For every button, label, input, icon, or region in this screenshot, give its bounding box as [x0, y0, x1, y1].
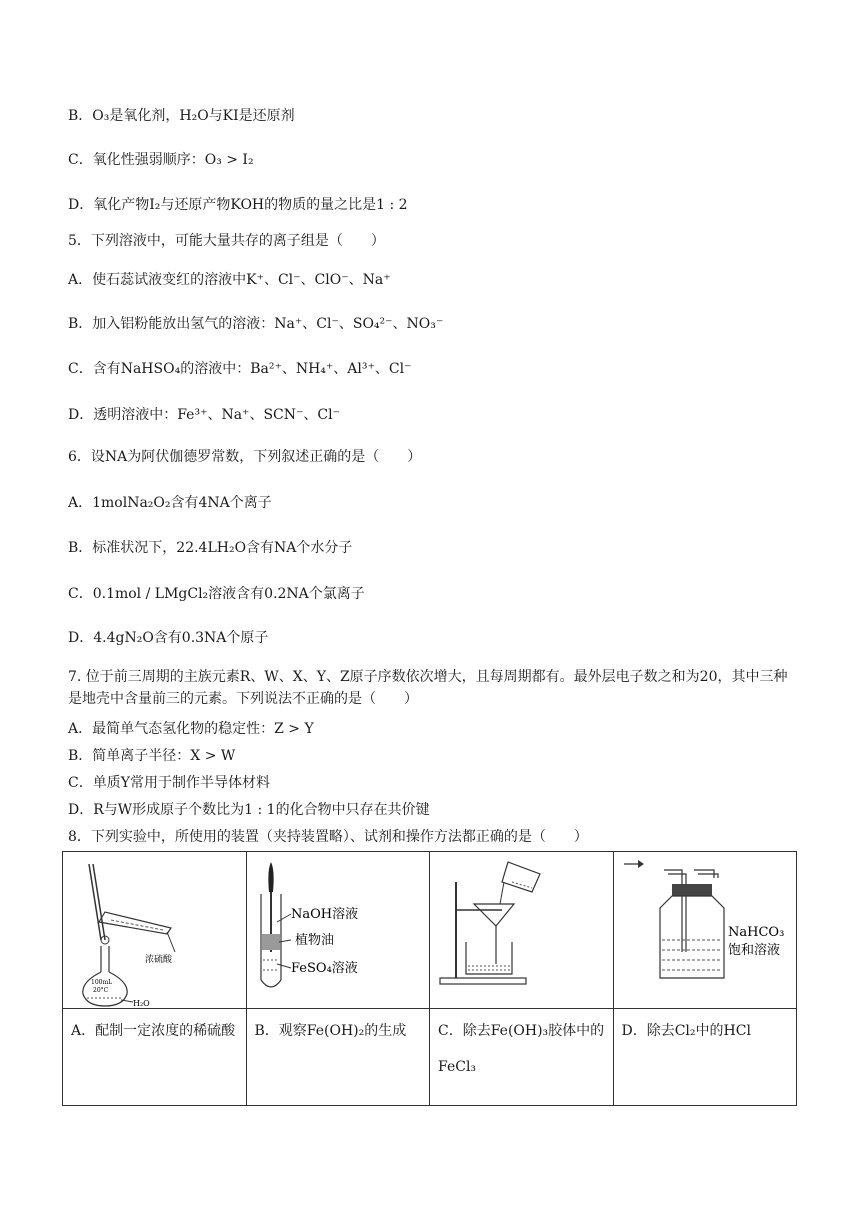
oil-label: 植物油 [294, 933, 334, 948]
flask-volume-label: 100mL [91, 979, 113, 986]
conc-acid-label: 浓硫酸 [145, 955, 173, 965]
q7-option-a: A．最简单气态氢化物的稳定性：Z > Y [68, 721, 314, 737]
q7-option-d: D．R与W形成原子个数比为1 : 1的化合物中只存在共价键 [68, 802, 430, 818]
q6-stem: 6．设NA为阿伏伽德罗常数，下列叙述正确的是（ ） [68, 449, 422, 465]
caption-d: D．除去Cl₂中的HCl [613, 1009, 797, 1106]
q5-option-c: C．含有NaHSO₄的溶液中：Ba²⁺、NH₄⁺、Al³⁺、Cl⁻ [68, 361, 412, 377]
figure-cell-a [63, 852, 247, 1009]
naoh-label: NaOH溶液 [290, 907, 358, 922]
filtration-figure [430, 852, 613, 1008]
q6-option-c: C．0.1mol / LMgCl₂溶液含有0.2NA个氯离子 [68, 586, 365, 602]
experiment-table [62, 851, 797, 1106]
q7-stem: 7. 位于前三周期的主族元素R、W、X、Y、Z原子序数依次增大，且每周期都有。最外层电子数之和为20，其中三种是地壳中含量前三的元素。下列说法不正确的是（ ） [68, 669, 788, 707]
q6-option-d: D．4.4gN₂O含有0.3NA个原子 [68, 630, 269, 646]
q4-option-c: C．氧化性强弱顺序：O₃ > I₂ [68, 152, 254, 168]
q6-option-b: B．标准状况下，22.4LH₂O含有NA个水分子 [68, 540, 353, 556]
water-label: H₂O [133, 999, 150, 1008]
figure-cell-c [430, 852, 614, 1009]
q7-option-c: C．单质Y常用于制作半导体材料 [68, 775, 270, 791]
feso4-label: FeSO₄溶液 [290, 961, 358, 976]
test-tube-figure [247, 852, 430, 1008]
q4-option-d: D．氧化产物I₂与还原产物KOH的物质的量之比是1 : 2 [68, 197, 408, 213]
q5-option-d: D．透明溶液中：Fe³⁺、Na⁺、SCN⁻、Cl⁻ [68, 407, 340, 423]
figure-cell-b [246, 852, 430, 1009]
caption-c: C．除去Fe(OH)₃胶体中的FeCl₃ [430, 1009, 614, 1106]
q8-stem: 8．下列实验中，所使用的装置（夹持装置略）、试剂和操作方法都正确的是（ ） [68, 829, 588, 845]
figure-cell-d [613, 852, 797, 1009]
q7-option-b: B．简单离子半径：X > W [68, 748, 236, 764]
caption-b: B．观察Fe(OH)₂的生成 [246, 1009, 430, 1106]
q5-option-a: A．使石蕊试液变红的溶液中K⁺、Cl⁻、ClO⁻、Na⁺ [68, 272, 391, 288]
caption-a: A．配制一定浓度的稀硫酸 [63, 1009, 247, 1106]
volumetric-flask-figure [63, 852, 246, 1008]
q5-stem: 5．下列溶液中，可能大量共存的离子组是（ ） [68, 233, 385, 249]
gas-washing-bottle-figure [614, 852, 797, 1008]
nahco3-label: NaHCO₃ [727, 925, 784, 940]
q4-option-b: B．O₃是氧化剂，H₂O与KI是还原剂 [68, 108, 295, 124]
saturated-solution-label: 饱和溶液 [727, 943, 780, 958]
flask-temp-label: 20°C [93, 987, 109, 994]
q6-option-a: A．1molNa₂O₂含有4NA个离子 [68, 495, 272, 511]
q5-option-b: B．加入铝粉能放出氢气的溶液：Na⁺、Cl⁻、SO₄²⁻、NO₃⁻ [68, 316, 444, 332]
